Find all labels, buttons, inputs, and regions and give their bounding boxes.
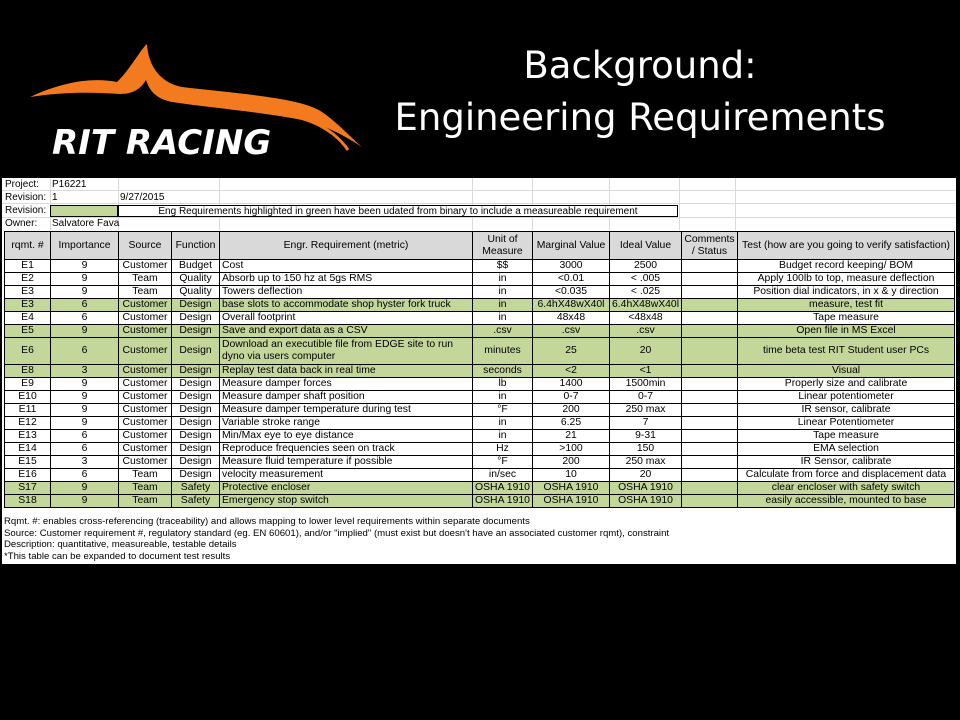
importance-cell: 3 (51, 456, 119, 469)
comments-cell (682, 338, 738, 365)
requirement-cell: base slots to accommodate shop hyster fork truck (220, 299, 473, 312)
column-header: Test (how are you going to verify satisfaction) (738, 232, 955, 260)
ideal-value-cell: 2500 (610, 260, 682, 273)
marginal-value-cell: 200 (533, 404, 610, 417)
footnote-line: Rqmt. #: enables cross-referencing (traceability) and allows mapping to lower level requirements within separate documents (4, 516, 530, 527)
function-cell: Design (172, 404, 220, 417)
marginal-value-cell: 10 (533, 469, 610, 482)
test-cell: measure, test fit (738, 299, 955, 312)
revision-note: Eng Requirements highlighted in green have been udated from binary to include a measureable requirement (118, 205, 678, 217)
rqmt-id-cell: E1 (5, 260, 51, 273)
footnote-line: Description: quantitative, measureable, testable details (4, 539, 237, 550)
rqmt-id-cell: E6 (5, 338, 51, 365)
marginal-value-cell: 3000 (533, 260, 610, 273)
unit-cell: in (473, 312, 533, 325)
column-header: Function (172, 232, 220, 260)
revision-value: 1 (52, 192, 58, 203)
ideal-value-cell: 20 (610, 469, 682, 482)
comments-cell (682, 260, 738, 273)
rqmt-id-cell: E13 (5, 430, 51, 443)
title-line-1: Background: (523, 44, 757, 87)
table-row (5, 365, 955, 378)
source-cell: Team (119, 482, 172, 495)
importance-cell: 9 (51, 417, 119, 430)
marginal-value-cell: 0-7 (533, 391, 610, 404)
table-row (5, 325, 955, 338)
marginal-value-cell: 25 (533, 338, 610, 365)
test-cell: IR sensor, calibrate (738, 404, 955, 417)
source-cell: Customer (119, 312, 172, 325)
rqmt-id-cell: E16 (5, 469, 51, 482)
table-row (5, 273, 955, 286)
rqmt-id-cell: S18 (5, 495, 51, 508)
source-cell: Customer (119, 378, 172, 391)
source-cell: Customer (119, 260, 172, 273)
comments-cell (682, 378, 738, 391)
function-cell: Design (172, 430, 220, 443)
requirement-cell: Measure damper shaft position (220, 391, 473, 404)
source-cell: Customer (119, 299, 172, 312)
rqmt-id-cell: E14 (5, 443, 51, 456)
requirement-cell: Measure fluid temperature if possible (220, 456, 473, 469)
unit-cell: in (473, 430, 533, 443)
slide-title (360, 40, 920, 144)
ideal-value-cell: OSHA 1910 (610, 495, 682, 508)
source-cell: Customer (119, 417, 172, 430)
test-cell: Tape measure (738, 312, 955, 325)
marginal-value-cell: <0.01 (533, 273, 610, 286)
unit-cell: lb (473, 378, 533, 391)
importance-cell: 6 (51, 312, 119, 325)
source-cell: Customer (119, 443, 172, 456)
unit-cell: in (473, 299, 533, 312)
title-line-2: Engineering Requirements (394, 96, 886, 139)
requirements-table (4, 231, 955, 508)
column-header: Source (119, 232, 172, 260)
table-row (5, 391, 955, 404)
unit-cell: in (473, 273, 533, 286)
rqmt-id-cell: E5 (5, 325, 51, 338)
marginal-value-cell: 6.4hX48wX40l (533, 299, 610, 312)
ideal-value-cell: 20 (610, 338, 682, 365)
sheet-footnotes (4, 516, 669, 562)
table-row (5, 482, 955, 495)
requirements-spreadsheet (2, 178, 956, 564)
unit-cell: $$ (473, 260, 533, 273)
comments-cell (682, 391, 738, 404)
requirement-cell: Protective encloser (220, 482, 473, 495)
marginal-value-cell: 48x48 (533, 312, 610, 325)
source-cell: Customer (119, 338, 172, 365)
revision-date: 9/27/2015 (120, 192, 165, 203)
column-header: Comments / Status (682, 232, 738, 260)
ideal-value-cell: 250 max (610, 404, 682, 417)
ideal-value-cell: < .025 (610, 286, 682, 299)
requirement-cell: Save and export data as a CSV (220, 325, 473, 338)
unit-cell: °F (473, 456, 533, 469)
table-row (5, 430, 955, 443)
ideal-value-cell: 7 (610, 417, 682, 430)
rqmt-id-cell: E12 (5, 417, 51, 430)
gridline (735, 178, 736, 230)
column-header: Importance (51, 232, 119, 260)
function-cell: Design (172, 338, 220, 365)
function-cell: Design (172, 365, 220, 378)
table-row (5, 312, 955, 325)
table-row (5, 417, 955, 430)
test-cell: Properly size and calibrate (738, 378, 955, 391)
comments-cell (682, 365, 738, 378)
table-row (5, 404, 955, 417)
source-cell: Customer (119, 456, 172, 469)
marginal-value-cell: OSHA 1910 (533, 495, 610, 508)
owner-value: Salvatore Fava (52, 218, 120, 229)
source-cell: Team (119, 469, 172, 482)
importance-cell: 6 (51, 443, 119, 456)
project-value: P16221 (52, 179, 87, 190)
comments-cell (682, 286, 738, 299)
function-cell: Design (172, 378, 220, 391)
test-cell: Apply 100lb to top, measure deflection (738, 273, 955, 286)
test-cell: easily accessible, mounted to base (738, 495, 955, 508)
source-cell: Team (119, 286, 172, 299)
test-cell: Linear potentiometer (738, 391, 955, 404)
logo-wordmark: RIT RACING (52, 123, 272, 162)
column-header: Ideal Value (610, 232, 682, 260)
test-cell: Tape measure (738, 430, 955, 443)
importance-cell: 6 (51, 338, 119, 365)
revision-label: Revision: (5, 192, 47, 203)
rqmt-id-cell: E8 (5, 365, 51, 378)
requirement-cell: Measure damper temperature during test (220, 404, 473, 417)
comments-cell (682, 482, 738, 495)
source-cell: Customer (119, 430, 172, 443)
function-cell: Design (172, 299, 220, 312)
marginal-value-cell: 21 (533, 430, 610, 443)
test-cell: Visual (738, 365, 955, 378)
importance-cell: 6 (51, 469, 119, 482)
ideal-value-cell: OSHA 1910 (610, 482, 682, 495)
marginal-value-cell: >100 (533, 443, 610, 456)
source-cell: Customer (119, 325, 172, 338)
rqmt-id-cell: E15 (5, 456, 51, 469)
comments-cell (682, 469, 738, 482)
comments-cell (682, 443, 738, 456)
rqmt-id-cell: E2 (5, 273, 51, 286)
table-row (5, 469, 955, 482)
importance-cell: 9 (51, 273, 119, 286)
function-cell: Quality (172, 273, 220, 286)
unit-cell: °F (473, 404, 533, 417)
rqmt-id-cell: E3 (5, 299, 51, 312)
importance-cell: 6 (51, 299, 119, 312)
marginal-value-cell: <2 (533, 365, 610, 378)
column-header: Unit of Measure (473, 232, 533, 260)
unit-cell: in (473, 391, 533, 404)
revision2-label: Revision: (5, 205, 47, 216)
source-cell: Customer (119, 404, 172, 417)
marginal-value-cell: OSHA 1910 (533, 482, 610, 495)
table-row (5, 378, 955, 391)
requirement-cell: Cost (220, 260, 473, 273)
test-cell: Linear Potentiometer (738, 417, 955, 430)
rqmt-id-cell: E3 (5, 286, 51, 299)
test-cell: time beta test RIT Student user PCs (738, 338, 955, 365)
ideal-value-cell: .csv (610, 325, 682, 338)
unit-cell: minutes (473, 338, 533, 365)
table-row (5, 299, 955, 312)
function-cell: Design (172, 325, 220, 338)
function-cell: Budget (172, 260, 220, 273)
comments-cell (682, 495, 738, 508)
requirement-cell: velocity measurement (220, 469, 473, 482)
comments-cell (682, 404, 738, 417)
importance-cell: 9 (51, 378, 119, 391)
footnote-line: Source: Customer requirement #, regulatory standard (eg. EN 60601), and/or "implied" (must exist but doesn't have an associated customer rqmt), constraint (4, 527, 670, 539)
comments-cell (682, 456, 738, 469)
requirement-cell: Download an executible file from EDGE site to run dyno via users computer (220, 338, 473, 365)
test-cell: Open file in MS Excel (738, 325, 955, 338)
unit-cell: seconds (473, 365, 533, 378)
function-cell: Design (172, 312, 220, 325)
unit-cell: .csv (473, 325, 533, 338)
importance-cell: 9 (51, 391, 119, 404)
test-cell: EMA selection (738, 443, 955, 456)
table-row (5, 456, 955, 469)
comments-cell (682, 299, 738, 312)
source-cell: Customer (119, 365, 172, 378)
column-header: rqmt. # (5, 232, 51, 260)
ideal-value-cell: <48x48 (610, 312, 682, 325)
table-row (5, 443, 955, 456)
test-cell: Calculate from force and displacement data (738, 469, 955, 482)
comments-cell (682, 417, 738, 430)
rqmt-id-cell: E9 (5, 378, 51, 391)
function-cell: Design (172, 417, 220, 430)
importance-cell: 9 (51, 495, 119, 508)
rqmt-id-cell: E10 (5, 391, 51, 404)
source-cell: Team (119, 273, 172, 286)
importance-cell: 9 (51, 404, 119, 417)
ideal-value-cell: 9-31 (610, 430, 682, 443)
importance-cell: 6 (51, 430, 119, 443)
test-cell: clear encloser with safety switch (738, 482, 955, 495)
comments-cell (682, 430, 738, 443)
rqmt-id-cell: E4 (5, 312, 51, 325)
unit-cell: OSHA 1910 (473, 482, 533, 495)
owner-label: Owner: (5, 218, 38, 229)
function-cell: Quality (172, 286, 220, 299)
ideal-value-cell: 250 max (610, 456, 682, 469)
requirement-cell: Replay test data back in real time (220, 365, 473, 378)
function-cell: Design (172, 443, 220, 456)
function-cell: Design (172, 391, 220, 404)
comments-cell (682, 325, 738, 338)
project-label: Project: (5, 179, 39, 190)
function-cell: Design (172, 469, 220, 482)
test-cell: Budget record keeping/ BOM (738, 260, 955, 273)
rit-racing-logo (22, 42, 372, 162)
importance-cell: 9 (51, 286, 119, 299)
importance-cell: 9 (51, 325, 119, 338)
column-header: Marginal Value (533, 232, 610, 260)
requirement-cell: Towers deflection (220, 286, 473, 299)
importance-cell: 9 (51, 260, 119, 273)
requirement-cell: Measure damper forces (220, 378, 473, 391)
ideal-value-cell: 6.4hX48wX40l (610, 299, 682, 312)
ideal-value-cell: <1 (610, 365, 682, 378)
footnote-line: *This table can be expanded to document test results (4, 550, 231, 562)
table-row (5, 286, 955, 299)
table-row (5, 338, 955, 365)
rqmt-id-cell: S17 (5, 482, 51, 495)
marginal-value-cell: 1400 (533, 378, 610, 391)
comments-cell (682, 273, 738, 286)
test-cell: Position dial indicators, in x & y direction (738, 286, 955, 299)
requirement-cell: Variable stroke range (220, 417, 473, 430)
column-header: Engr. Requirement (metric) (220, 232, 473, 260)
comments-cell (682, 312, 738, 325)
function-cell: Safety (172, 482, 220, 495)
ideal-value-cell: 1500min (610, 378, 682, 391)
requirement-cell: Overall footprint (220, 312, 473, 325)
importance-cell: 9 (51, 482, 119, 495)
requirement-cell: Min/Max eye to eye distance (220, 430, 473, 443)
requirement-cell: Absorb up to 150 hz at 5gs RMS (220, 273, 473, 286)
unit-cell: in (473, 417, 533, 430)
requirement-cell: Emergency stop switch (220, 495, 473, 508)
test-cell: IR Sensor, calibrate (738, 456, 955, 469)
unit-cell: in (473, 286, 533, 299)
function-cell: Design (172, 456, 220, 469)
marginal-value-cell: 6.25 (533, 417, 610, 430)
requirement-cell: Reproduce frequencies seen on track (220, 443, 473, 456)
function-cell: Safety (172, 495, 220, 508)
logo-swoosh-graphic (22, 42, 372, 162)
table-row (5, 260, 955, 273)
unit-cell: OSHA 1910 (473, 495, 533, 508)
importance-cell: 3 (51, 365, 119, 378)
green-legend-swatch (50, 205, 118, 217)
marginal-value-cell: 200 (533, 456, 610, 469)
unit-cell: Hz (473, 443, 533, 456)
source-cell: Team (119, 495, 172, 508)
ideal-value-cell: < .005 (610, 273, 682, 286)
ideal-value-cell: 0-7 (610, 391, 682, 404)
rqmt-id-cell: E11 (5, 404, 51, 417)
source-cell: Customer (119, 391, 172, 404)
table-row (5, 495, 955, 508)
marginal-value-cell: .csv (533, 325, 610, 338)
marginal-value-cell: <0.035 (533, 286, 610, 299)
unit-cell: in/sec (473, 469, 533, 482)
ideal-value-cell: 150 (610, 443, 682, 456)
